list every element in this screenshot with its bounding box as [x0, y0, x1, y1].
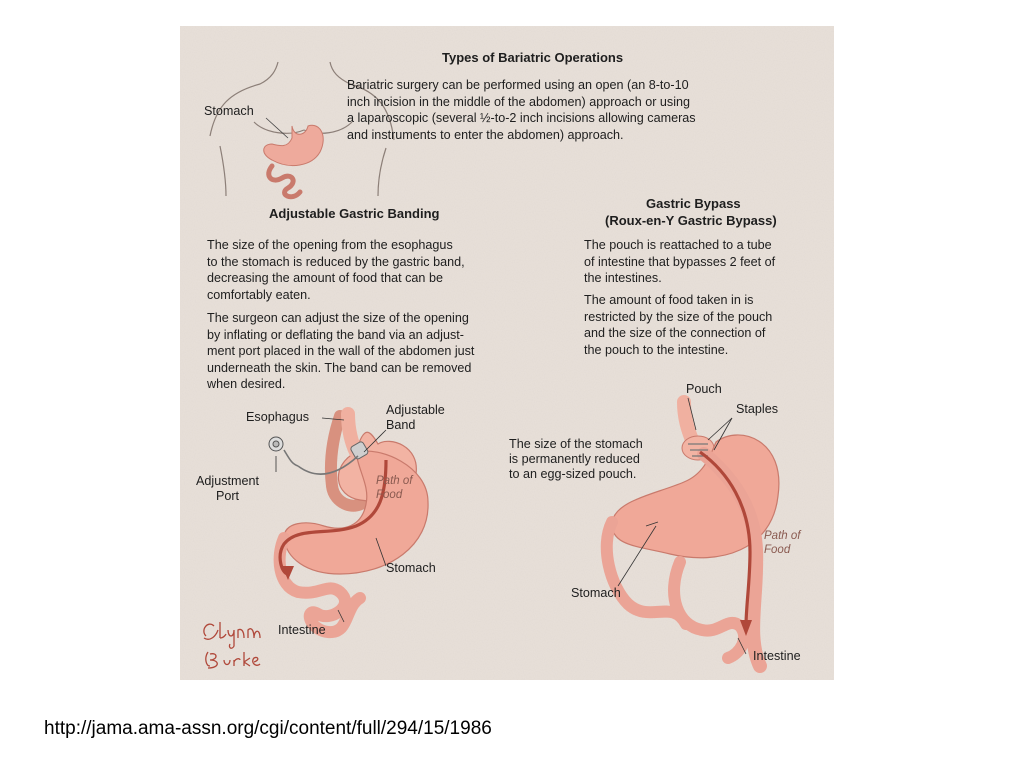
banding-para-2: The surgeon can adjust the size of the opening by inflating or deflating the band via an adjust- ment port placed in the wall of the abdomen just underneath the skin. The band can be removed when desired. [207, 311, 475, 392]
bypass-para-2: The amount of food taken in is restricted by the size of the pouch and the size of the connection of the pouch to the intestine. [584, 293, 773, 357]
banding-path-of-food-label: Path of Food [376, 475, 413, 501]
artist-signature [198, 616, 268, 676]
intro-text: Bariatric surgery can be performed using an open (an 8-to-10 inch incision in the middle of the abdomen) approach or using a laparoscopic (several ½-to-2 inch incisions allowing cameras and instruments to enter the abdomen) approach. [347, 78, 696, 142]
banding-stomach-label: Stomach [386, 561, 436, 575]
bypass-heading-1: Gastric Bypass [646, 196, 741, 211]
stomach-reduced-callout: The size of the stomach is permanently reduced to an egg-sized pouch. [509, 437, 643, 481]
banded-stomach [269, 414, 428, 632]
bypass-path-of-food-label: Path of Food [764, 530, 801, 556]
banding-heading: Adjustable Gastric Banding [269, 206, 440, 221]
bypass-para-1: The pouch is reattached to a tube of intestine that bypasses 2 feet of the intestines. [584, 238, 776, 286]
esophagus-label: Esophagus [246, 410, 310, 424]
bypass-intestine-label: Intestine [753, 649, 801, 663]
small-stomach-icon [264, 125, 323, 196]
adjustable-band-label: Adjustable Band [386, 403, 445, 432]
pouch-label: Pouch [686, 382, 722, 396]
banding-para-1: The size of the opening from the esophagus to the stomach is reduced by the gastric band, decreasing the amount of food that can be comfortably eaten. [207, 238, 465, 302]
banding-intestine-label: Intestine [278, 623, 326, 637]
staples-label: Staples [736, 402, 779, 416]
bypass-heading-2: (Roux-en-Y Gastric Bypass) [605, 213, 777, 228]
adjustment-port-label: Adjustment Port [196, 474, 259, 503]
illustration-panel [180, 26, 834, 680]
source-url[interactable]: http://jama.ama-assn.org/cgi/content/full/294/15/1986 [44, 718, 492, 739]
page-title: Types of Bariatric Operations [442, 50, 624, 65]
bypass-stomach-label: Stomach [571, 586, 621, 600]
body-stomach-label: Stomach [204, 104, 254, 118]
